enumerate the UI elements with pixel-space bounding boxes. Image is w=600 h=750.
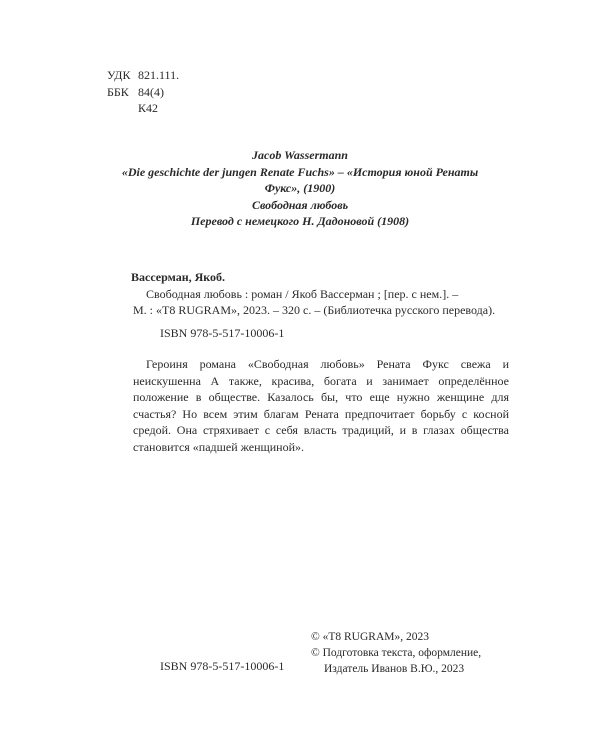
udk-label: УДК (107, 68, 131, 82)
author-mark: К42 (138, 101, 159, 115)
titles-line-2: Фукс», (1900) (264, 181, 336, 196)
record-line-1: Свободная любовь : роман / Якоб Вассерман ; [пер. с нем.]. – (146, 286, 459, 301)
isbn-top: ISBN 978-5-517-10006-1 (160, 326, 285, 340)
bbk-label: ББК (107, 84, 129, 99)
udk-value: 821.111. (138, 68, 180, 82)
russian-title: Свободная любовь (251, 197, 349, 212)
record-line-2: М. : «Т8 RUGRAM», 2023. – 320 с. – (Библиотечка русского перевода). (133, 303, 496, 317)
annotation-text: Героиня романа «Свободная любовь» Рената Фукс свежа и неискушенна А также, красива, богата и занимает определённое положение в обществе. Казалось бы, что еще нужно женщине для счастья? Но всем этим благам Рената предпочитает борьбу с косной средой. Она стряхивает с себя власть традиций, и в глазах общества становится «падшей женщиной». (133, 357, 509, 454)
bbk-row (107, 84, 179, 101)
copyright-line-3: Издатель Иванов В.Ю., 2023 (324, 663, 465, 676)
titles-line-1: «Die geschichte der jungen Renate Fuchs» – «История юной Ренаты (121, 164, 479, 179)
annotation (133, 356, 509, 455)
udk-row (107, 67, 179, 84)
record-author: Вассерман, Якоб. (131, 270, 226, 284)
bibliographic-record (133, 269, 513, 319)
copyright-line-1: © «Т8 RUGRAM», 2023 (311, 631, 429, 643)
classification-block (107, 67, 179, 117)
bbk-value: 84(4) (138, 84, 164, 99)
original-author: Jacob Wassermann (252, 148, 348, 162)
copyright-line-2: © Подготовка текста, оформление, (311, 647, 482, 660)
copyright-block (311, 629, 481, 678)
isbn-bottom: ISBN 978-5-517-10006-1 (160, 659, 285, 673)
translation-credit: Перевод с немецкого Н. Дадоновой (1908) (190, 214, 410, 229)
credits-block (100, 147, 500, 230)
